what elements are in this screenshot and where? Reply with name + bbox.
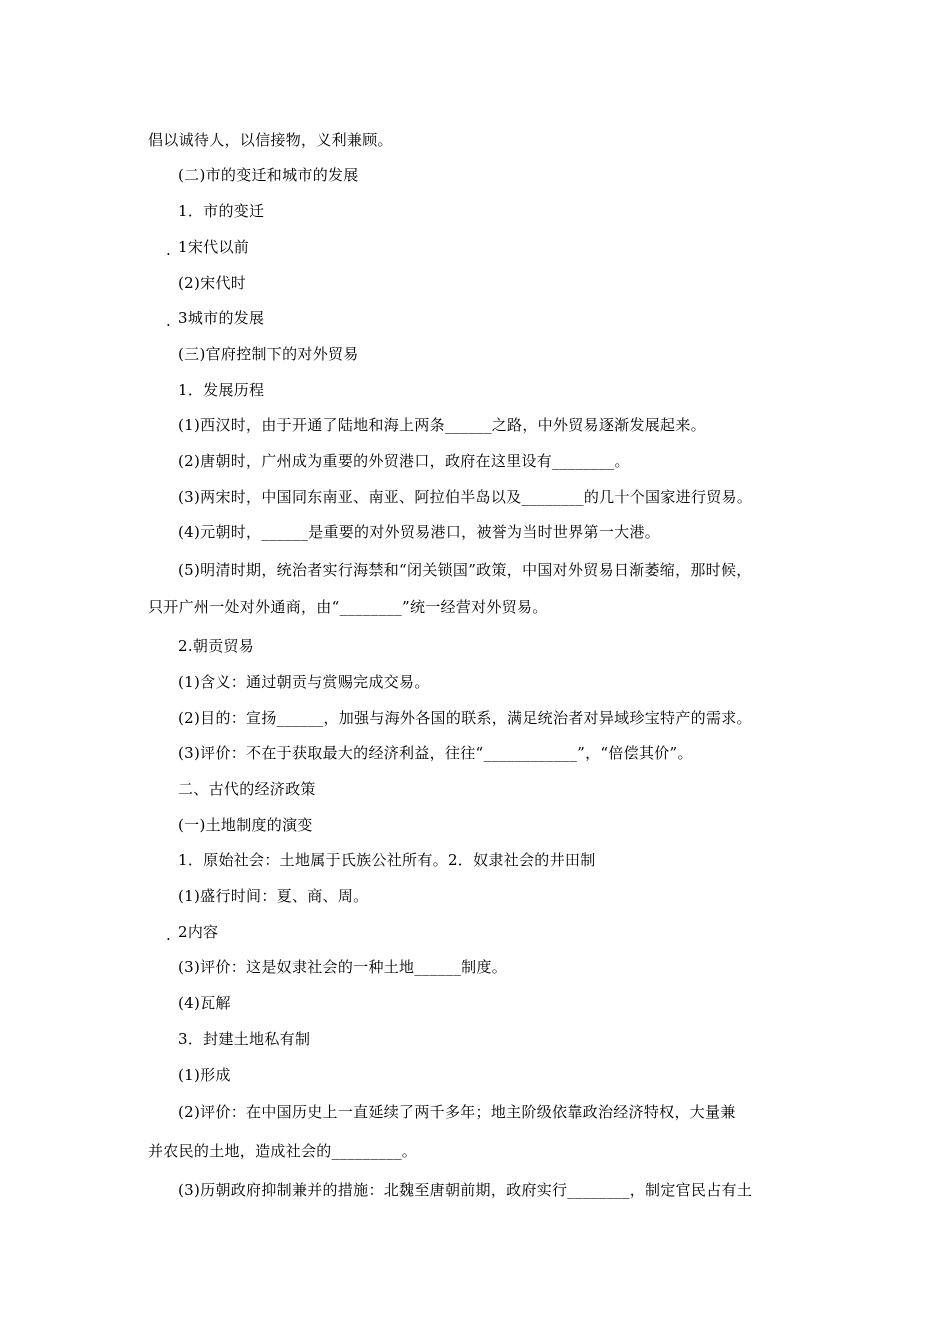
text-line: 只开广州一处对外通商，由“________”统一经营对外贸易。 [148,598,548,616]
subsection-heading: 2.朝贡贸易 [178,637,255,655]
section-heading: (一)土地制度的演变 [178,816,313,834]
stray-dot: . [166,312,171,330]
text-line: (1)盛行时间：夏、商、周。 [178,887,369,905]
text-line: (2)目的：宣扬______，加强与海外各国的联系，满足统治者对异域珍宝特产的需求。 [178,709,752,727]
subsection-heading: 1．发展历程 [178,381,265,399]
text-line: (1)含义：通过朝贡与赏赐完成交易。 [178,673,430,691]
text-line: (2)唐朝时，广州成为重要的外贸港口，政府在这里设有________。 [178,452,630,470]
text-line: (2)评价：在中国历史上一直延续了两千多年；地主阶级依靠政治经济特权，大量兼 [178,1103,736,1121]
section-heading: (三)官府控制下的对外贸易 [178,345,359,363]
subsection-heading: 1．市的变迁 [178,202,265,220]
text-line: 2内容 [178,923,219,941]
section-heading: 二、古代的经济政策 [178,780,316,798]
text-line: 倡以诚待人，以信接物，义利兼顾。 [148,131,393,149]
text-line: 并农民的土地，造成社会的_________。 [148,1142,418,1160]
section-heading: (二)市的变迁和城市的发展 [178,166,359,184]
text-line: 1宋代以前 [178,238,250,256]
text-line: 3城市的发展 [178,309,265,327]
text-line: (3)评价：不在于获取最大的经济利益，往往“____________”，“倍偿其价”。 [178,744,693,762]
text-line: (1)形成 [178,1066,231,1084]
text-line: (4)元朝时，______是重要的对外贸易港口，被誉为当时世界第一大港。 [178,523,661,541]
text-line: (2)宋代时 [178,274,247,292]
text-line: 1．原始社会：土地属于氏族公社所有。2．奴隶社会的井田制 [178,851,596,869]
text-line: (4)瓦解 [178,994,231,1012]
text-line: (5)明清时期，统治者实行海禁和“闭关锁国”政策，中国对外贸易日渐萎缩，那时候， [178,561,752,579]
text-line: (3)评价：这是奴隶社会的一种土地______制度。 [178,958,508,976]
stray-dot: . [166,241,171,259]
text-line: (1)西汉时，由于开通了陆地和海上两条______之路，中外贸易逐渐发展起来。 [178,416,706,434]
text-line: (3)历朝政府抑制兼并的措施：北魏至唐朝前期，政府实行________，制定官民占有土 [178,1181,753,1199]
subsection-heading: 3．封建土地私有制 [178,1030,311,1048]
stray-dot: . [166,926,171,944]
text-line: (3)两宋时，中国同东南亚、南亚、阿拉伯半岛以及________的几十个国家进行贸易。 [178,488,753,506]
